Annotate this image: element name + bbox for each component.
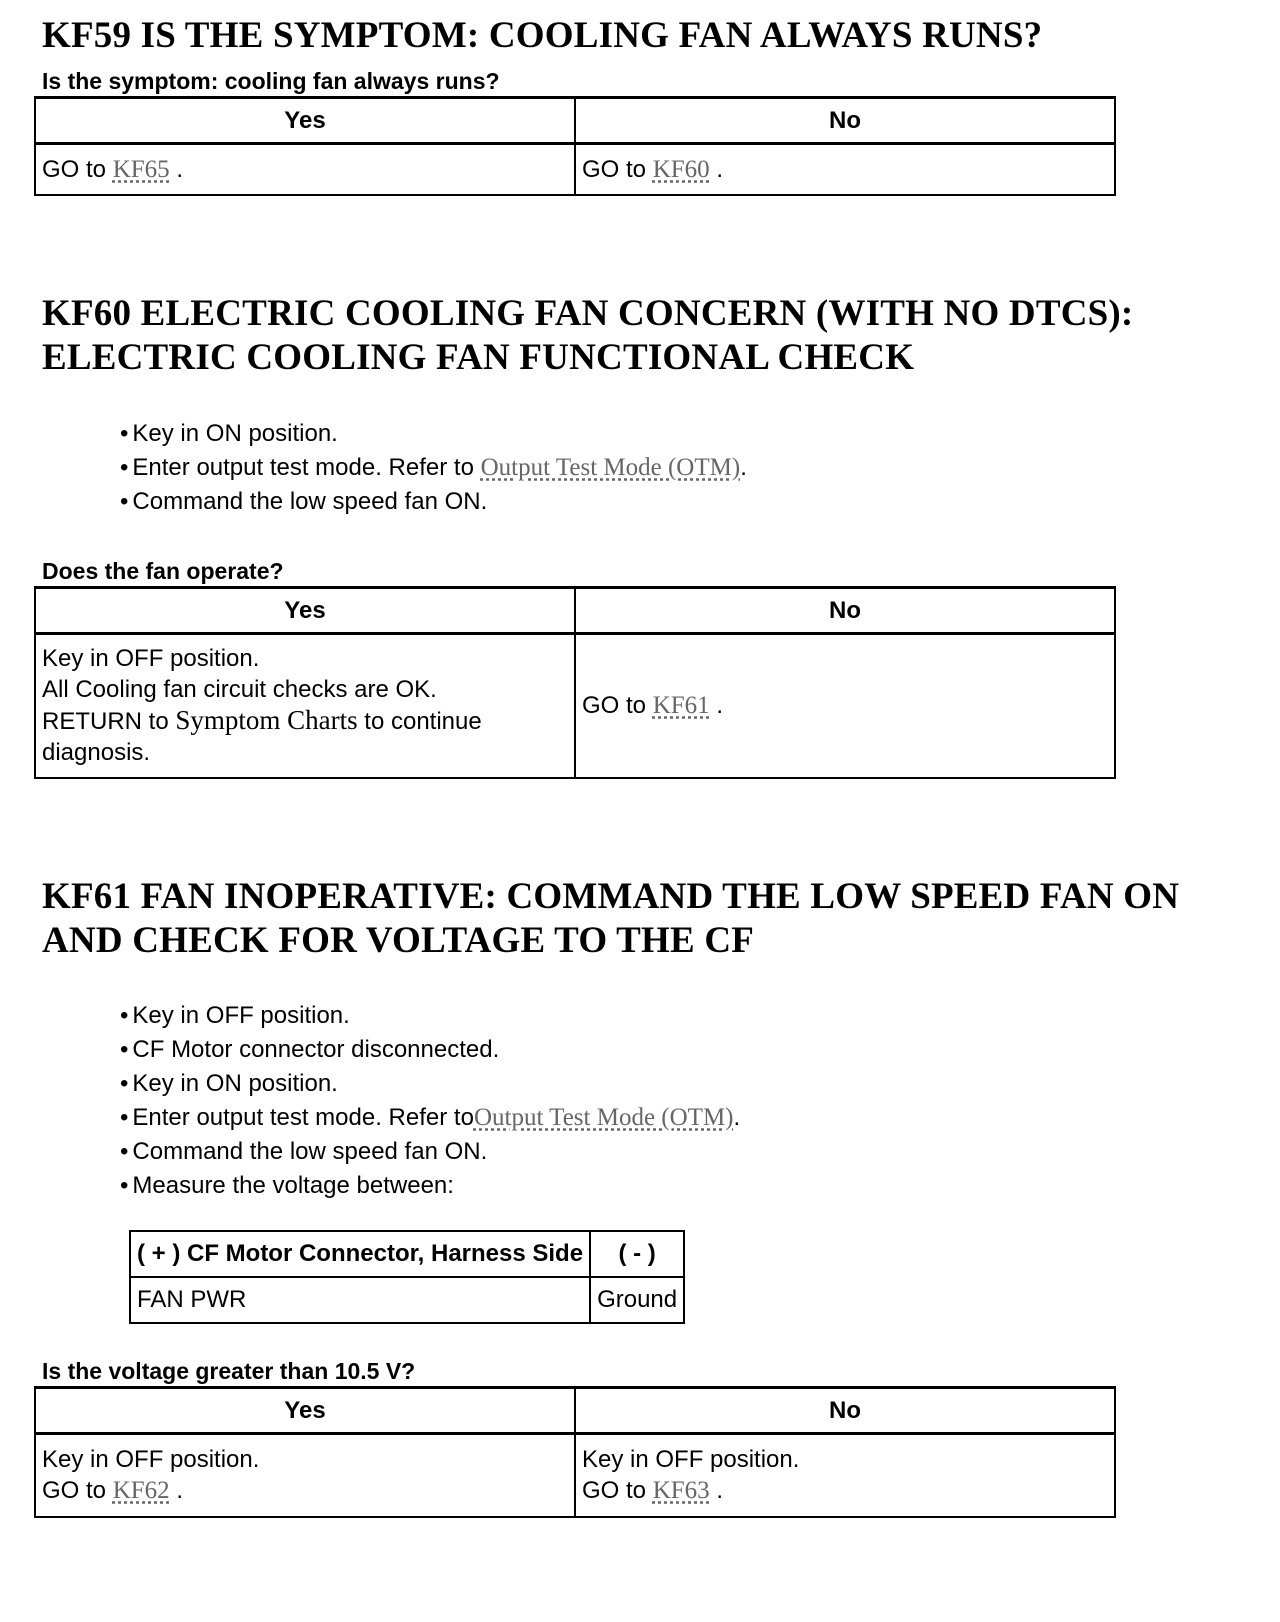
list-item: • Command the low speed fan ON. <box>120 1135 740 1169</box>
step-end: . <box>733 1104 741 1131</box>
kf60-yes-cell <box>35 634 575 778</box>
kf60-yes-line2: All Cooling fan circuit checks are OK. <box>42 676 437 704</box>
kf60-title-line1: KF60 ELECTRIC COOLING FAN CONCERN (WITH NO DTCS): <box>42 293 1134 334</box>
kf60-no-go: GO to <box>582 692 647 720</box>
kf61-question: Is the voltage greater than 10.5 V? <box>42 1358 416 1384</box>
kf61-table <box>34 1386 1116 1518</box>
link-kf61[interactable]: KF61 <box>652 692 710 720</box>
kf61-title <box>42 875 1179 963</box>
kf61-no-go: GO to <box>582 1477 647 1505</box>
step-text: Enter output test mode. Refer to <box>132 454 474 481</box>
kf60-title <box>42 292 1133 380</box>
list-item <box>120 451 747 485</box>
kf61-no-line1: Key in OFF position. <box>582 1446 800 1474</box>
list-item: • Key in OFF position. <box>120 999 740 1033</box>
kf60-yes-header: Yes <box>35 588 575 634</box>
return-text: RETURN to <box>42 708 169 736</box>
kf59-yes-go: GO to <box>42 155 107 183</box>
kf59-no-cell <box>575 144 1115 195</box>
kf61-title-line2: AND CHECK FOR VOLTAGE TO THE CF <box>42 920 755 961</box>
kf61-yes-line1: Key in OFF position. <box>42 1446 260 1474</box>
kf60-yes-line3 <box>42 705 568 737</box>
kf61-yes-header: Yes <box>35 1388 575 1434</box>
voltage-measurement-table <box>129 1230 685 1324</box>
kf60-steps <box>120 417 747 519</box>
kf60-yes-line1: Key in OFF position. <box>42 645 260 673</box>
symptom-charts-ref: Symptom Charts <box>175 705 358 736</box>
list-item: • Key in ON position. <box>120 1067 740 1101</box>
kf61-no-end: . <box>716 1477 724 1505</box>
link-kf62[interactable]: KF62 <box>112 1477 170 1505</box>
meas-header-negative: ( - ) <box>590 1231 684 1277</box>
kf59-yes-header: Yes <box>35 98 575 144</box>
kf61-no-cell <box>575 1434 1115 1517</box>
kf59-no-header: No <box>575 98 1115 144</box>
kf61-steps <box>120 999 740 1203</box>
list-item: • Command the low speed fan ON. <box>120 485 747 519</box>
list-item: • Measure the voltage between: <box>120 1169 740 1203</box>
continue-text: to continue <box>364 708 482 736</box>
kf59-no-go: GO to <box>582 155 647 183</box>
link-kf65[interactable]: KF65 <box>112 155 170 183</box>
kf60-yes-line4: diagnosis. <box>42 739 151 767</box>
kf59-yes-end: . <box>176 155 184 183</box>
link-output-test-mode[interactable]: Output Test Mode (OTM) <box>473 1104 734 1131</box>
kf61-title-line1: KF61 FAN INOPERATIVE: COMMAND THE LOW SPEED FAN ON <box>42 876 1180 917</box>
link-kf63[interactable]: KF63 <box>652 1477 710 1505</box>
step-text: Enter output test mode. Refer to <box>132 1104 474 1131</box>
list-item <box>120 1101 740 1135</box>
kf60-no-cell <box>575 634 1115 778</box>
kf60-question: Does the fan operate? <box>42 558 284 584</box>
list-item: • Key in ON position. <box>120 417 747 451</box>
meas-header-positive: ( + ) CF Motor Connector, Harness Side <box>130 1231 590 1277</box>
kf61-yes-cell <box>35 1434 575 1517</box>
meas-positive-value: FAN PWR <box>130 1277 590 1323</box>
kf61-yes-end: . <box>176 1477 184 1505</box>
step-end: . <box>740 454 747 481</box>
kf59-question: Is the symptom: cooling fan always runs? <box>42 68 500 94</box>
kf61-yes-line2 <box>42 1475 568 1506</box>
link-output-test-mode[interactable]: Output Test Mode (OTM) <box>480 454 741 481</box>
kf61-yes-go: GO to <box>42 1477 107 1505</box>
kf60-no-end: . <box>716 692 724 720</box>
kf60-no-header: No <box>575 588 1115 634</box>
meas-negative-value: Ground <box>590 1277 684 1323</box>
kf59-yes-cell <box>35 144 575 195</box>
kf60-table <box>34 586 1116 779</box>
list-item: • CF Motor connector disconnected. <box>120 1033 740 1067</box>
kf60-title-line2: ELECTRIC COOLING FAN FUNCTIONAL CHECK <box>42 337 915 378</box>
kf61-no-header: No <box>575 1388 1115 1434</box>
link-kf60[interactable]: KF60 <box>652 155 710 183</box>
kf59-table <box>34 96 1116 196</box>
kf59-title: KF59 IS THE SYMPTOM: COOLING FAN ALWAYS RUNS? <box>42 15 1043 56</box>
kf61-no-line2 <box>582 1475 1108 1506</box>
kf59-no-end: . <box>716 155 724 183</box>
